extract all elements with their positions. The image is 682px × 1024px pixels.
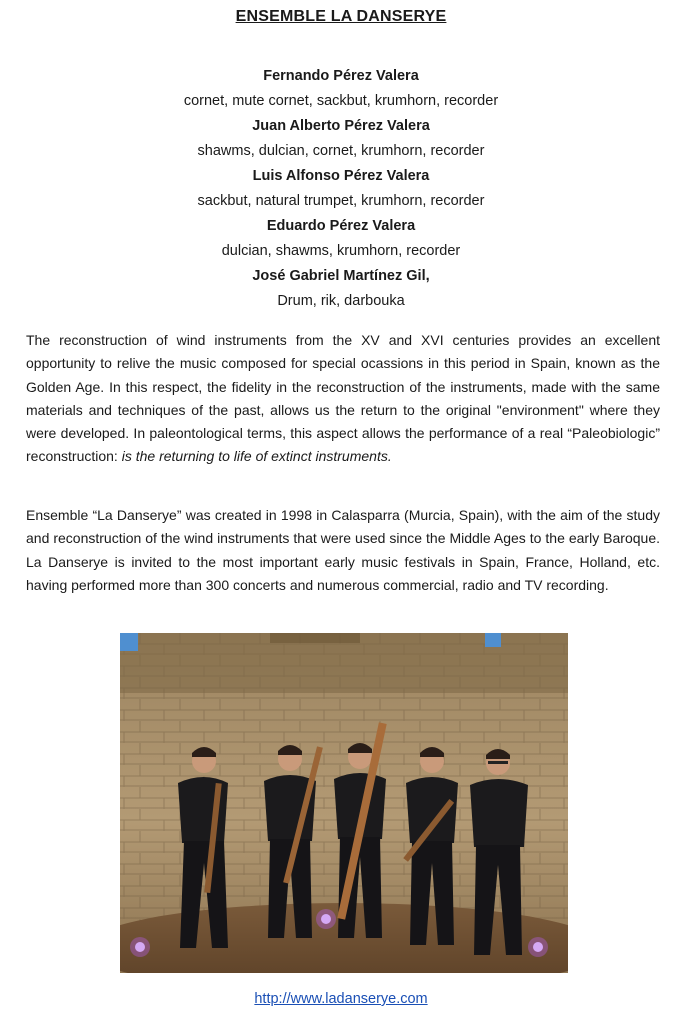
intro-paragraph-text: The reconstruction of wind instruments from the XV and XVI centuries provides an excellent opportunity to relive the music composed for special ocassions in this period in Spain, known as the Golden Age. In this respect, the fidelity in the reconstruction of the instruments, made with the same materials and techniques of the past, allows us the return to the original "environment" where they were developed. In paleontological terms, this aspect allows the performance of a real “Paleobiologic” reconstruction: (26, 332, 660, 465)
member-instruments: sackbut, natural trumpet, krumhorn, recorder (197, 193, 485, 209)
member-name: Eduardo Pérez Valera (266, 218, 416, 234)
member-name: Fernando Pérez Valera (263, 68, 419, 84)
member-list (0, 64, 682, 314)
intro-paragraph-emphasis: is the returning to life of extinct instruments. (121, 448, 392, 465)
member-name: Luis Alfonso Pérez Valera (252, 168, 430, 184)
member-name: José Gabriel Martínez Gil, (252, 268, 430, 284)
page-title: ENSEMBLE LA DANSERYE (235, 8, 447, 25)
member-instruments: shawms, dulcian, cornet, krumhorn, recorder (197, 143, 485, 159)
member-instruments: dulcian, shawms, krumhorn, recorder (221, 243, 461, 259)
ensemble-photo (120, 633, 568, 973)
member-instruments: cornet, mute cornet, sackbut, krumhorn, recorder (183, 93, 499, 109)
member-instruments: Drum, rik, darbouka (277, 293, 405, 309)
website-link[interactable]: http://www.ladanserye.com (254, 991, 428, 1007)
intro-paragraph (26, 329, 660, 469)
member-name: Juan Alberto Pérez Valera (252, 118, 430, 134)
history-paragraph: Ensemble “La Danserye” was created in 1998 in Calasparra (Murcia, Spain), with the aim of the study and reconstruction of the wind instruments that were used since the Middle Ages to the early Baroque. La Danserye is invited to the most important early music festivals in Spain, France, Holland, etc. having performed more than 300 concerts and numerous commercial, radio and TV recording. (26, 507, 660, 593)
